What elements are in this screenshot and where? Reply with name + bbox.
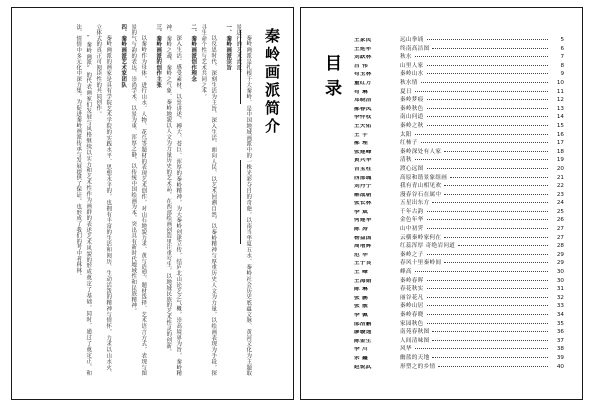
toc-entry-page: 38 bbox=[556, 346, 564, 353]
toc-entry-title: 秦岭梦痕 bbox=[400, 97, 424, 104]
toc-entry-author: 黄兴华 bbox=[354, 158, 372, 164]
toc-entry[interactable] bbox=[354, 347, 564, 356]
toc-entry-title: 渡心远图 bbox=[400, 165, 424, 172]
toc-entry-title: 秦岭之秋 bbox=[400, 122, 424, 129]
toc-entry[interactable] bbox=[354, 365, 564, 374]
toc-entry-author: 王天佑 bbox=[354, 123, 372, 129]
toc-entry-page: 10 bbox=[556, 79, 564, 86]
toc-entry-title: 南山问道 bbox=[400, 114, 424, 121]
toc-entry-leader bbox=[427, 297, 548, 298]
toc-entry-author: 李 斌 bbox=[354, 209, 369, 215]
toc-entry-author: 邓晓洁 bbox=[354, 98, 372, 104]
toc-entry-author: 郝 理 bbox=[354, 141, 369, 147]
toc-entry-page: 32 bbox=[556, 294, 564, 301]
toc-entry-leader bbox=[432, 48, 548, 49]
toc-entry-title: 家园秋色 bbox=[400, 320, 424, 327]
toc-entry-title: 清秋 bbox=[400, 157, 412, 164]
toc-entry-page: 37 bbox=[556, 337, 564, 344]
toc-entry-leader bbox=[432, 202, 548, 203]
toc-entry[interactable] bbox=[354, 141, 564, 150]
toc-entry-title: 幽蓝的天地 bbox=[400, 354, 430, 361]
toc-entry-leader bbox=[427, 168, 548, 169]
toc-entry-page: 29 bbox=[556, 260, 564, 267]
toc-entry[interactable] bbox=[354, 210, 564, 219]
toc-entry-title: 远山拳诵 bbox=[400, 37, 424, 43]
toc-entry[interactable] bbox=[354, 115, 564, 124]
toc-entry-page: 40 bbox=[556, 363, 564, 370]
toc-entry-leader bbox=[432, 340, 548, 341]
toc-entry-author: 苟 琳 bbox=[354, 89, 369, 95]
toc-entry-title: 秦岭春晓 bbox=[400, 312, 424, 318]
toc-entry-title: 秦岭山水 bbox=[400, 71, 424, 78]
toc-entry[interactable] bbox=[354, 261, 564, 270]
toc-entry-leader bbox=[415, 159, 548, 160]
toc-entry-title: 我有青山相见欢 bbox=[400, 183, 442, 190]
toc-entry-author: 吉宝柱 bbox=[354, 166, 372, 172]
toc-entry[interactable] bbox=[354, 193, 564, 202]
toc-entry-title: 山里人家 bbox=[400, 62, 424, 69]
toc-entry[interactable] bbox=[354, 253, 564, 262]
toc-entry-leader bbox=[415, 134, 548, 135]
toc-entry-author: 赵锐武 bbox=[354, 364, 372, 370]
toc-entry[interactable] bbox=[354, 176, 564, 185]
left-page bbox=[11, 7, 294, 400]
toc-entry-page: 9 bbox=[560, 71, 564, 78]
toc-entry-page: 15 bbox=[556, 122, 564, 129]
toc-entry-page: 24 bbox=[556, 200, 564, 207]
toc-entry[interactable] bbox=[354, 133, 564, 142]
toc-entry[interactable] bbox=[354, 218, 564, 227]
toc-entry-author: 廖璇逸 bbox=[354, 330, 372, 336]
toc-entry-title: 南苑春秋图 bbox=[400, 329, 430, 336]
essay-paragraph: 秦岭画派的画家是具有学院艺术学院的实践水平、思想水平的，也拥有丰富的生活和阅历、生动活泼的精神与情怀，力求以山水火、立体式的真正可阅读性的共同创作。 bbox=[95, 24, 112, 376]
toc-entry-title: 千年古韵 bbox=[400, 208, 424, 215]
toc-entry-title: 秦岭深处有人家 bbox=[400, 148, 442, 155]
toc-entry-leader bbox=[458, 245, 548, 246]
toc-entry-leader bbox=[415, 271, 548, 272]
essay-title: 秦岭画派简介 bbox=[263, 28, 281, 136]
toc-entry[interactable] bbox=[354, 279, 564, 288]
toc-entry-author: 苟玉林 bbox=[354, 72, 372, 78]
toc-entry-page: 5 bbox=[560, 37, 564, 43]
toc-entry-title: 春花秋实 bbox=[400, 286, 424, 293]
toc-entry-leader bbox=[427, 116, 548, 117]
toc-entry-author: 陈金生 bbox=[354, 338, 372, 344]
toc-entry[interactable] bbox=[354, 270, 564, 279]
toc-entry-author: 周增辉 bbox=[354, 244, 372, 250]
toc-entry-page: 16 bbox=[556, 131, 564, 138]
toc-entry-author: 郝春凤 bbox=[354, 106, 372, 112]
toc-entry-leader bbox=[427, 65, 548, 66]
toc-entry[interactable] bbox=[354, 81, 564, 90]
toc-entry-author: 王家民 bbox=[354, 38, 372, 43]
toc-entry-page: 33 bbox=[556, 303, 564, 310]
essay-heading: 三、秦岭画派的创作主张 bbox=[155, 24, 162, 88]
toc-entry-leader bbox=[427, 108, 548, 109]
essay-paragraph: 以秦岭作为母体，进行山水、人物、花鸟等题材的表现艺术创作，对山石地貌力求、黄与造型、题材选择、艺术语言方式，表现与图景的气与韵的表达，崇尚学术、以景为重、浑厚之静，以传统中国绘画为本，突出具有新时代地域性和民族精神。 bbox=[130, 24, 147, 376]
toc-entry[interactable] bbox=[354, 72, 564, 81]
toc-entry-author: 杨益国 bbox=[354, 235, 372, 241]
toc-entry-page: 19 bbox=[556, 157, 564, 164]
toc-entry-title: 山中初霁 bbox=[400, 226, 424, 233]
toc-entry[interactable] bbox=[354, 38, 564, 47]
toc-entry-author: 董红方 bbox=[354, 80, 372, 86]
toc-entry-title: 丽谷花凡 bbox=[400, 294, 424, 301]
toc-entry-author: 张 靓 bbox=[354, 304, 369, 310]
toc-entry-page: 29 bbox=[556, 251, 564, 258]
toc-entry[interactable] bbox=[354, 150, 564, 159]
toc-entry-page: 14 bbox=[556, 114, 564, 121]
toc-entry[interactable] bbox=[354, 107, 564, 116]
toc-entry-leader bbox=[444, 185, 548, 186]
toc-entry[interactable] bbox=[354, 304, 564, 313]
toc-entry-page: 25 bbox=[556, 208, 564, 215]
toc-entry[interactable] bbox=[354, 98, 564, 107]
toc-entry-page: 28 bbox=[556, 243, 564, 250]
toc-entry[interactable] bbox=[354, 339, 564, 348]
toc-entry-title: 秋水情 bbox=[400, 79, 418, 86]
toc-entry[interactable] bbox=[354, 313, 564, 322]
toc-entry-page: 31 bbox=[556, 286, 564, 293]
toc-entry-author: 何建华 bbox=[354, 218, 372, 224]
toc-entry-author: 解战朝 bbox=[354, 192, 372, 198]
toc-entry-leader bbox=[432, 357, 548, 358]
toc-entry-title: 秦岭山居 bbox=[400, 303, 424, 310]
toc-entry-page: 12 bbox=[556, 97, 564, 104]
right-page bbox=[300, 7, 583, 400]
toc-entry-author: 邵浩鹏 bbox=[354, 321, 372, 327]
toc-entry-page: 36 bbox=[556, 329, 564, 336]
toc-entry-title: 秦岭春晖 bbox=[400, 277, 424, 284]
toc-entry-title: 高原和谐景象组画 bbox=[400, 174, 448, 181]
toc-entry[interactable] bbox=[354, 322, 564, 331]
toc-entry-title: 五星出东方 bbox=[400, 200, 430, 207]
toc-entry-page: 8 bbox=[560, 62, 564, 69]
toc-entry-author: 陈 涛 bbox=[354, 227, 369, 233]
toc-entry-title: 漫春谷石在属中 bbox=[400, 191, 442, 198]
toc-entry-title: 金色年华 bbox=[400, 217, 424, 224]
toc-entry-author: 张 鹏 bbox=[354, 295, 369, 301]
toc-entry-page: 26 bbox=[556, 217, 564, 224]
toc-entry[interactable] bbox=[354, 64, 564, 73]
toc-entry-leader bbox=[415, 91, 548, 92]
toc-entry-author: 刘丹宁 bbox=[354, 184, 372, 190]
toc-entry-leader bbox=[427, 39, 548, 40]
toc-entry-page: 20 bbox=[556, 165, 564, 172]
toc-entry-leader bbox=[444, 237, 548, 238]
toc-entry[interactable] bbox=[354, 287, 564, 296]
toc-entry-page: 18 bbox=[556, 148, 564, 155]
toc-entry-author: 王 宇 bbox=[354, 132, 369, 138]
toc-entry-title: 人间清味图 bbox=[400, 337, 430, 344]
toc-entry-leader bbox=[415, 348, 548, 349]
essay-paragraph: 深入生活、感受素材、以景讲述、搏大、苍巨、浑厚的秦岭精神，为大秦岭创建立传，结庐北山论艺之气概，崇高境界为旨，秦岭精神、秦岭之魂、秦岭之气象、秦岭地貌以人文为力量历史的艺术品，在西部绘画创造里注重写生，以地域民族的艺术性灵的创新。 bbox=[165, 24, 182, 376]
toc-entry-leader bbox=[444, 262, 548, 263]
toc-entry-title: 峰高 bbox=[400, 269, 412, 276]
essay-heading: 四、秦岭画派艺术家团队 bbox=[120, 24, 127, 88]
toc-entry-page: 27 bbox=[556, 234, 564, 241]
toc-entry-leader bbox=[444, 151, 548, 152]
toc-entry-author: 西部魂 bbox=[354, 175, 372, 181]
toc-entry-author: 王子良 bbox=[354, 261, 372, 267]
toc-title: 目录 bbox=[321, 54, 341, 104]
toc-entry[interactable] bbox=[354, 55, 564, 64]
toc-entry[interactable] bbox=[354, 124, 564, 133]
toc-entry-author: 张建峰 bbox=[354, 149, 372, 155]
toc-entry-title: 秦岭秋色 bbox=[400, 105, 424, 112]
toc-entry-title: 风华 bbox=[400, 346, 412, 353]
toc-entry-leader bbox=[427, 280, 548, 281]
toc-entry-leader bbox=[421, 142, 548, 143]
toc-entry-leader bbox=[438, 366, 548, 367]
toc-entry-author: 李 川 bbox=[354, 347, 369, 353]
toc-entry-leader bbox=[427, 305, 548, 306]
toc-entry-author: 王延年 bbox=[354, 46, 372, 52]
toc-entry-page: 23 bbox=[556, 191, 564, 198]
essay-heading: 二、秦岭画派创作理念 bbox=[190, 24, 197, 82]
toc-entry-author: 李 佩 bbox=[354, 313, 369, 318]
toc-entry-author: 余 鑫 bbox=[354, 355, 369, 361]
toc-entry-page: 22 bbox=[556, 183, 564, 190]
toc-entry[interactable] bbox=[354, 167, 564, 176]
toc-entry-leader bbox=[415, 56, 548, 57]
toc-entry-page: 7 bbox=[560, 54, 564, 61]
toc-entry[interactable] bbox=[354, 296, 564, 305]
toc-entry-title: 形塑之的乡情 bbox=[400, 363, 436, 370]
toc-entry-leader bbox=[427, 73, 548, 74]
toc-entry-title: 秋水 bbox=[400, 54, 412, 61]
toc-entry-author: 张长林 bbox=[354, 201, 372, 207]
toc-entry-page: 17 bbox=[556, 140, 564, 147]
toc-entry-author: 刘跃林 bbox=[354, 55, 372, 61]
toc-entry-leader bbox=[427, 288, 548, 289]
toc-entry[interactable] bbox=[354, 227, 564, 236]
toc-entry-title: 太阳 bbox=[400, 131, 412, 138]
toc-entry-author: 陈 琳 bbox=[354, 287, 369, 293]
toc-entry-page: 27 bbox=[556, 226, 564, 233]
toc-entry-page: 35 bbox=[556, 320, 564, 327]
toc-entry-leader bbox=[427, 254, 548, 255]
toc-entry-leader bbox=[427, 125, 548, 126]
toc-entry-title: 秦岭之子 bbox=[400, 251, 424, 258]
toc-entry-page: 13 bbox=[556, 105, 564, 112]
toc-entry-author: 范 华 bbox=[354, 252, 369, 258]
essay-body bbox=[73, 24, 253, 376]
toc-entry-leader bbox=[427, 99, 548, 100]
toc-entry-leader bbox=[427, 228, 548, 229]
toc-entry-leader bbox=[427, 323, 548, 324]
toc-entry-page: 39 bbox=[556, 354, 564, 361]
toc-entry-leader bbox=[450, 177, 548, 178]
toc-entry-leader bbox=[427, 211, 548, 212]
toc-entry-page: 30 bbox=[556, 277, 564, 284]
toc-entry-page: 11 bbox=[556, 88, 564, 95]
toc-entry[interactable] bbox=[354, 158, 564, 167]
toc-entry-title: 夏日 bbox=[400, 88, 412, 95]
toc-entry-title: 春风十里秦岭间 bbox=[400, 260, 442, 267]
toc-entry-title: 云横秦岭家何在 bbox=[400, 234, 442, 241]
toc-entry-page: 34 bbox=[556, 312, 564, 318]
essay-paragraph: 秦岭画派是扎根于大秦岭、是中国地域画派中的一株光彩夺目的奇葩。以南当华夏五水、秦岭社会历史底蕴文脉、黄河文化为主题取景进行的艺术流派。 bbox=[235, 24, 252, 376]
essay-heading: 一、秦岭画派宗旨 bbox=[225, 24, 232, 71]
toc-entry-author: 吕 伟 bbox=[354, 63, 369, 69]
essay-paragraph: “秦岭画派”的代表画家们发展与风格继续以实力和艺术性作为画群的表述艺术风貌的形成奠定了基础。同时，通过了奠定正，和法、情情中多元化中深力集，为促进秦岭画派传承与发展提供了保证。也形成了我们的考中者林林。 bbox=[75, 24, 92, 376]
toc-entry[interactable] bbox=[354, 330, 564, 339]
toc-entry[interactable] bbox=[354, 236, 564, 245]
toc-entry-page: 6 bbox=[560, 45, 564, 52]
toc-entry-leader bbox=[421, 82, 548, 83]
toc-entry-author: 王 峰 bbox=[354, 270, 369, 276]
toc-entry-page: 30 bbox=[556, 269, 564, 276]
toc-entry[interactable] bbox=[354, 244, 564, 253]
toc-entry-leader bbox=[427, 219, 548, 220]
toc-entry[interactable] bbox=[354, 201, 564, 210]
toc-entry-leader bbox=[432, 331, 548, 332]
toc-entry-leader bbox=[427, 314, 548, 315]
toc-entry-title: 终南高洁图 bbox=[400, 45, 430, 52]
toc-entry-page: 21 bbox=[556, 174, 564, 181]
toc-entry-author: 王海娟 bbox=[354, 278, 372, 284]
toc-list bbox=[354, 28, 568, 385]
toc-entry[interactable] bbox=[354, 356, 564, 365]
essay-paragraph: 以反思时代、深刻生活为主旨，深入生活、面向人民、以艺术回溯自然，以秦岭精神与厚重历史人文为力量，以绘画表现为手段，探寻生命个性与艺术共同之本。 bbox=[200, 24, 217, 376]
toc-entry-leader bbox=[444, 194, 548, 195]
toc-entry[interactable] bbox=[354, 184, 564, 193]
toc-entry[interactable] bbox=[354, 90, 564, 99]
toc-entry[interactable] bbox=[354, 47, 564, 56]
toc-entry-author: 李仲权 bbox=[354, 115, 372, 121]
toc-entry-title: 红蕊浑厚 奇绝岩问道 bbox=[400, 243, 456, 250]
toc-entry-title: 红柿子 bbox=[400, 140, 418, 147]
